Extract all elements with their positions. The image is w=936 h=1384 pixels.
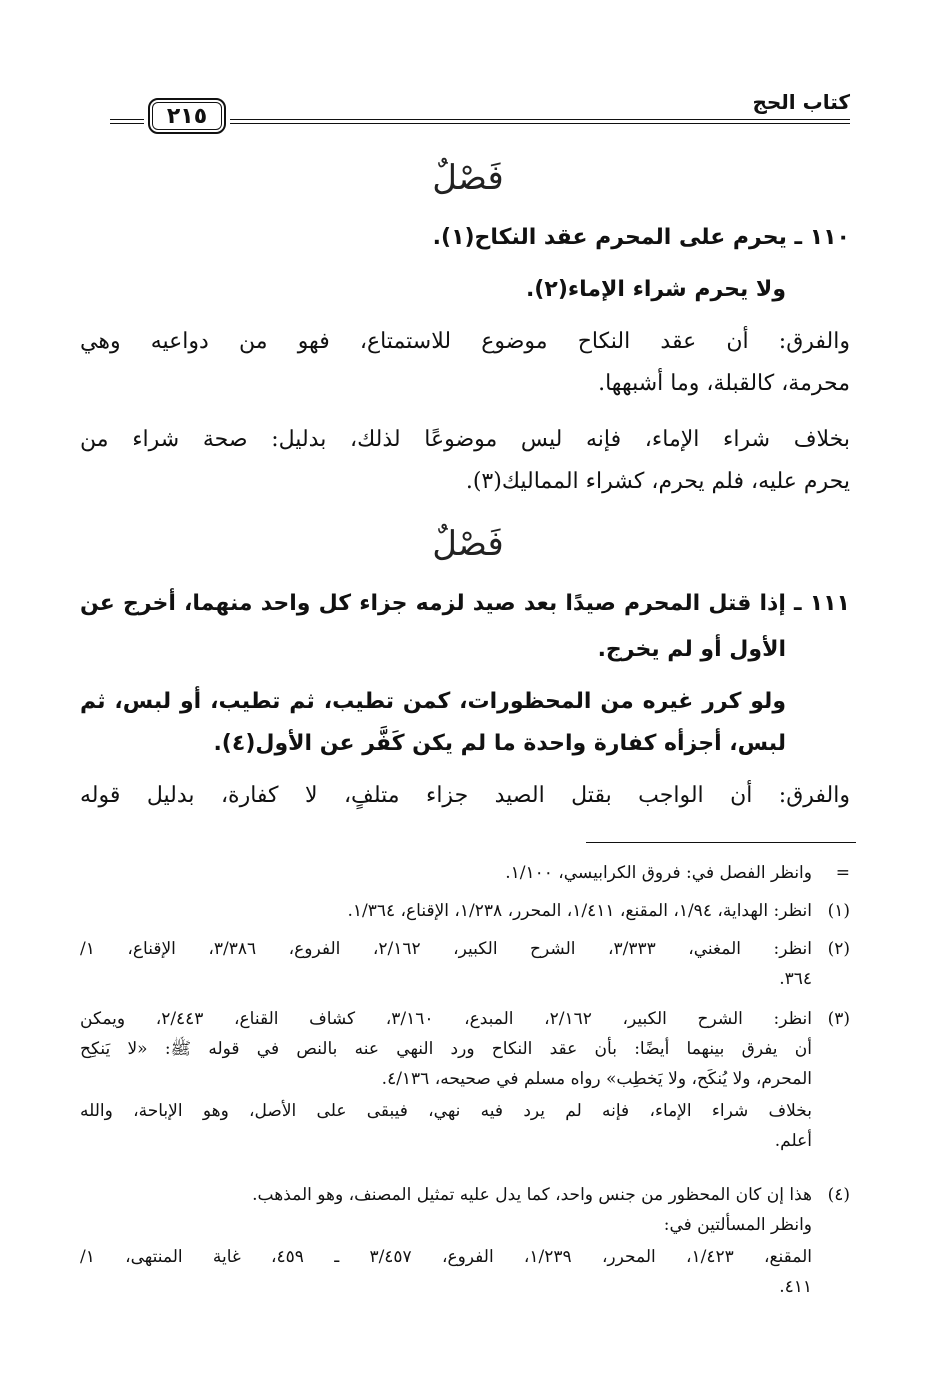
issue-111-line3: ولو كرر غيره من المحظورات، كمن تطيب، ثم تطيب، أو لبس، ثم [80, 689, 786, 714]
page-number: ٢١٥ [166, 103, 208, 129]
footnote-1-text: انظر: الهداية، ١/٩٤، المقنع، ١/٤١١، المحرر، ١/٢٣٨، الإقناع، ١/٣٦٤. [347, 901, 812, 921]
section-heading: فَصْلٌ [432, 158, 504, 198]
difference-paragraph-2-line1: والفرق: أن الواجب بقتل الصيد جزاء متلفٍ، لا كفارة، بدليل قوله [80, 783, 850, 808]
footnote-4-line2: وانظر المسألتين في: [663, 1215, 812, 1235]
footnote-continuation [80, 858, 850, 888]
footnote-3-line4: بخلاف شراء الإماء، فإنه لم يرد فيه نهي، فيبقى على الأصل، وهو الإباحة، والله [80, 1101, 812, 1121]
footnote-1-mark: (١) [827, 901, 850, 921]
section-heading-2: فَصْلٌ [432, 524, 504, 564]
footnote-2-line1: انظر: المغني، ٣/٣٣٣، الشرح الكبير، ٢/١٦٢، الفروع، ٣/٣٨٦، الإقناع، ١/ [80, 939, 812, 959]
footnote-4-line4: ٤١١. [779, 1277, 812, 1297]
footnote-3 [80, 1004, 850, 1154]
issue-110-line2: ولا يحرم شراء الإماء(٢). [525, 277, 786, 302]
contrast-paragraph-line1: بخلاف شراء الإماء، فإنه ليس موضوعًا لذلك، بدليل: صحة شراء من [80, 427, 850, 452]
difference-paragraph-line2: محرمة، كالقبلة، وما أشبهها. [598, 371, 850, 396]
footnote-2 [80, 934, 850, 994]
issue-110-line1: ١١٠ ـ يحرم على المحرم عقد النكاح(١). [432, 225, 850, 250]
footnote-3-line5: أعلم. [774, 1131, 812, 1151]
footnote-2-line2: ٣٦٤. [779, 969, 812, 989]
continuation-mark: = [835, 863, 850, 883]
footnote-continuation-text: وانظر الفصل في: فروق الكرابيسي، ١/١٠٠. [505, 863, 812, 883]
footnote-4-line3: المقنع، ١/٤٢٣، المحرر، ١/٢٣٩، الفروع، ٣/٤٥٧ ـ ٤٥٩، غاية المنتهى، ١/ [80, 1247, 812, 1267]
footnote-2-mark: (٢) [827, 939, 850, 959]
issue-111-line4: لبس، أجزأه كفارة واحدة ما لم يكن كَفَّر عن الأول(٤). [213, 731, 786, 756]
footnote-3-line2: أن يفرق بينهما أيضًا: بأن عقد النكاح ورد النهي عنه بالنص في قوله ﷺ: «لا يَنكِح [80, 1039, 812, 1059]
difference-paragraph-line1: والفرق: أن عقد النكاح موضوع للاستمتاع، فهو من دواعيه وهي [80, 329, 850, 354]
issue-111-line2: الأول أو لم يخرج. [597, 637, 786, 662]
page-header [110, 86, 850, 134]
footnote-4-mark: (٤) [827, 1185, 850, 1205]
header-rule-left [110, 119, 144, 124]
footnote-3-mark: (٣) [827, 1009, 850, 1029]
issue-111-line1: ١١١ ـ إذا قتل المحرم صيدًا بعد صيد لزمه جزاء كل واحد منهما، أخرج عن [80, 591, 850, 616]
footnote-4 [80, 1180, 850, 1310]
footnote-1 [80, 896, 850, 926]
chapter-title: كتاب الحج [752, 90, 850, 114]
contrast-paragraph-line2: يحرم عليه، فلم يحرم، كشراء المماليك(٣). [465, 469, 850, 494]
footnote-separator [586, 842, 856, 843]
header-rule [230, 119, 850, 124]
footnote-3-line3: المحرم، ولا يُنكَح، ولا يَخطِب» رواه مسلم في صحيحه، ٤/١٣٦. [381, 1069, 812, 1089]
footnote-3-line1: انظر: الشرح الكبير، ٢/١٦٢، المبدع، ٣/١٦٠، كشاف القناع، ٢/٤٤٣، ويمكن [80, 1009, 812, 1029]
footnote-4-line1: هذا إن كان المحظور من جنس واحد، كما يدل عليه تمثيل المصنف، وهو المذهب. [252, 1185, 812, 1205]
page-number-box [148, 98, 226, 134]
